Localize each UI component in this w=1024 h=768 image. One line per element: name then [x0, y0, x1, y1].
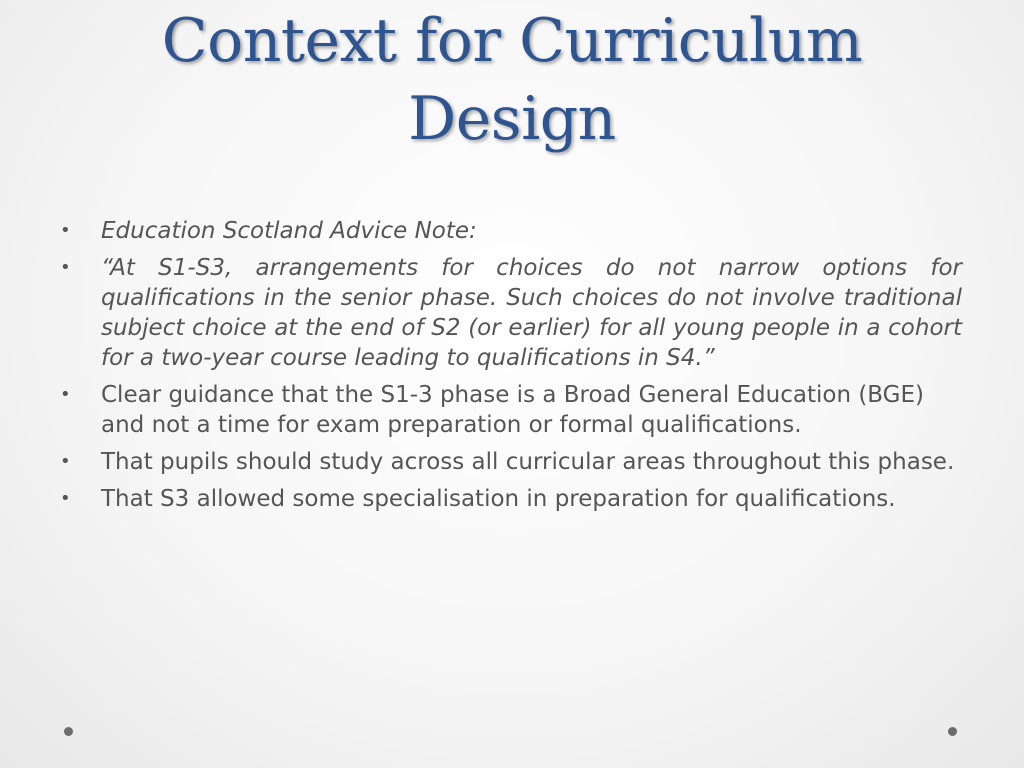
bullet-item-bge-guidance [60, 380, 962, 440]
bullet-list [60, 216, 962, 521]
bullet-text: “At S1-S3, arrangements for choices do not narrow options for qualifications in the senior phase. Such choices do not involve traditional subject choice at the end of S2 (or earlier) for all young people in a cohort for a two-year course leading to qualifications in S4.” [101, 255, 962, 371]
bullet-item-s3-specialisation [60, 484, 962, 514]
bullet-dot-icon: • [60, 384, 71, 405]
bullet-dot-icon: • [60, 451, 71, 472]
title-line-2: Design [408, 84, 616, 154]
corner-dot-right-icon [948, 727, 957, 736]
bullet-dot-icon: • [60, 220, 71, 241]
bullet-text: Education Scotland Advice Note: [101, 218, 477, 244]
bullet-text: Clear guidance that the S1-3 phase is a Broad General Education (BGE) and not a time for exam preparation or formal qualifications. [101, 382, 925, 438]
bullet-item-curricular-areas [60, 447, 962, 477]
bullet-dot-icon: • [60, 257, 71, 278]
bullet-item-quote [60, 253, 962, 373]
bullet-item-advice-note [60, 216, 962, 246]
bullet-dot-icon: • [60, 488, 71, 509]
bullet-text: That S3 allowed some specialisation in preparation for qualifications. [101, 486, 896, 512]
title-line-1: Context for Curriculum [161, 6, 863, 76]
slide-title [40, 2, 984, 158]
corner-dot-left-icon [64, 727, 73, 736]
bullet-text: That pupils should study across all curricular areas throughout this phase. [101, 449, 955, 475]
